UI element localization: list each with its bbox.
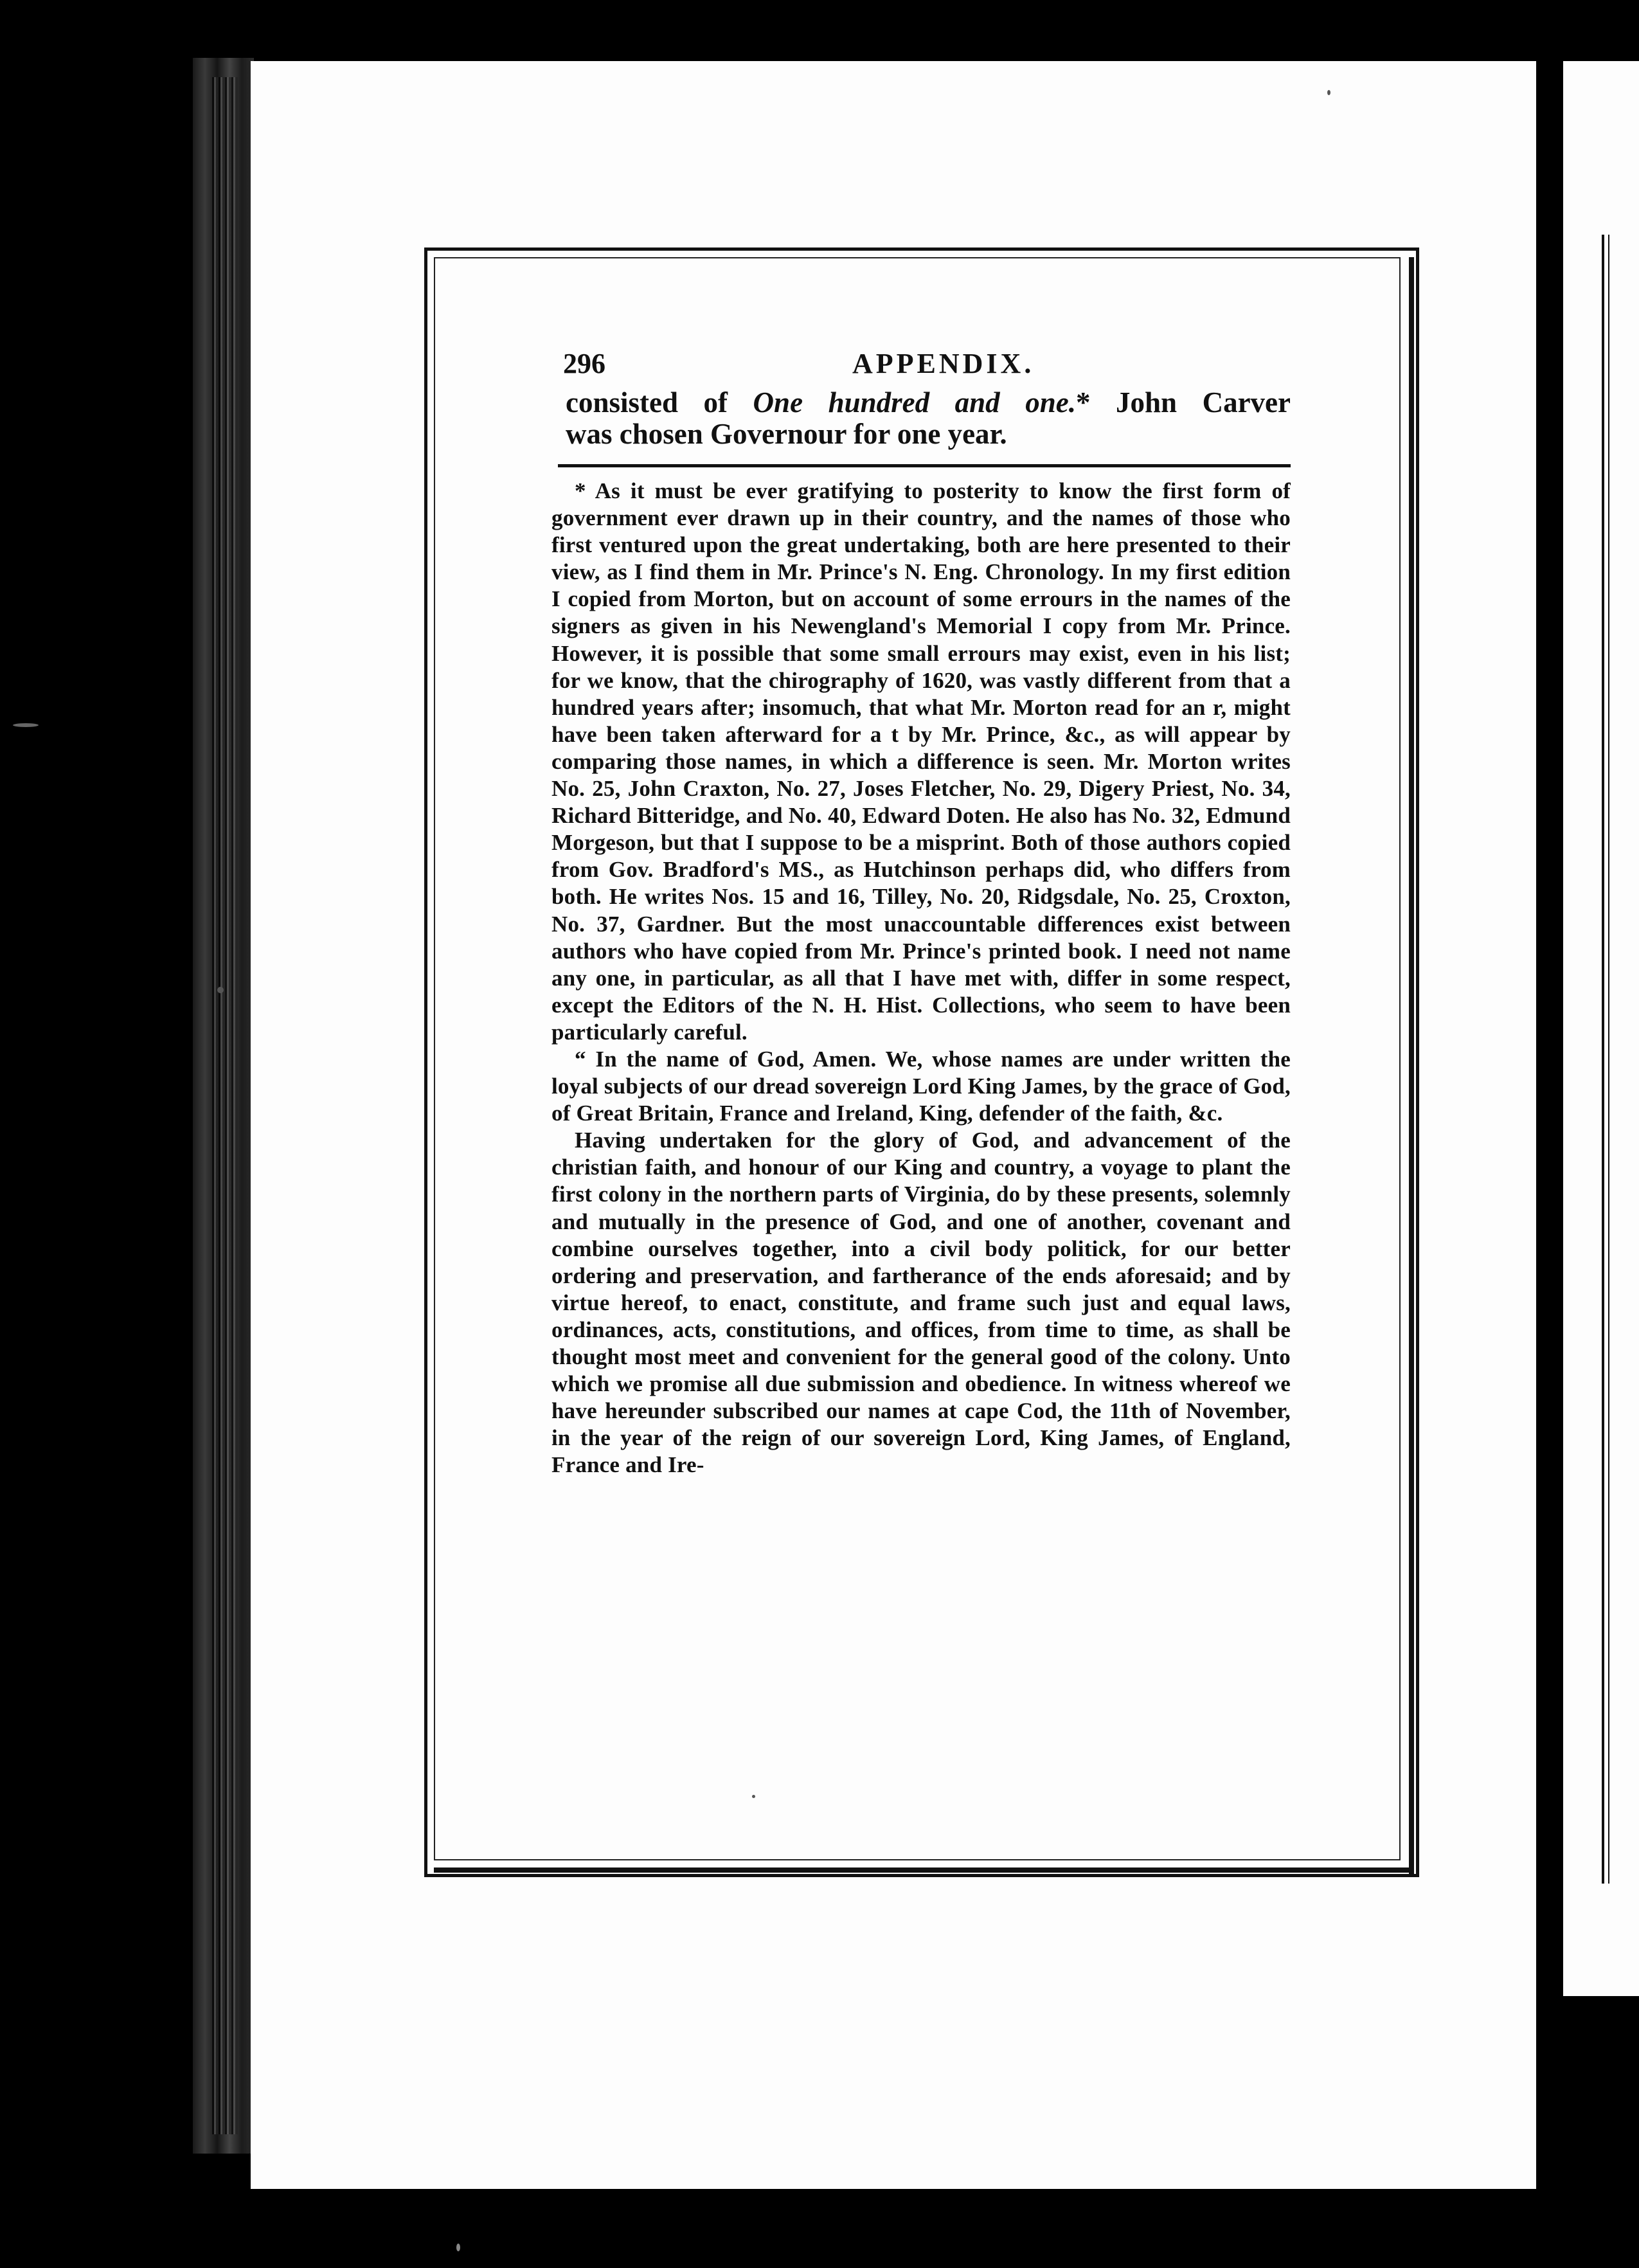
scan-artifact xyxy=(13,723,39,727)
main-text-segment: * John Carver xyxy=(1075,386,1291,419)
main-text-italic: One hundred and one. xyxy=(753,386,1076,419)
footnote-paragraph: * As it must be ever gratifying to posterity to know the first form of government ever drawn up in their country, and the names of those who first ventured upon the great undertaking, both are here presented to their view, as I find them in Mr. Prince's N. Eng. Chronology. In my first edition I copied from Morton, but on account of some errours in the names of the signers as given in his Newengland's Memorial I copy from Mr. Prince. However, it is possible that some small errours may exist, even in his list; for we know, that the chirography of 1620, was vastly different from that a hundred years after; insomuch, that what Mr. Morton read for an r, might have been taken afterward for a t by Mr. Prince, &c., as will appear by comparing those names, in which a difference is seen. Mr. Morton writes No. 25, John Craxton, No. 27, Joses Fletcher, No. 29, Digery Priest, No. 34, Richard Bitteridge, and No. 40, Edward Doten. He also has No. 32, Edmund Morgeson, but that I suppose to be a misprint. Both of those authors copied from Gov. Bradford's MS., as Hutchinson perhaps did, who differs from both. He writes Nos. 15 and 16, Tilley, No. 20, Ridgsdale, No. 25, Croxton, No. 37, Gardner. But the most unaccountable differences exist between authors who have copied from Mr. Prince's printed book. I need not name any one, in particular, as all that I have met with, differ in some respect, except the Editors of the N. H. Hist. Collections, who seem to have been particularly careful. xyxy=(551,478,1291,1045)
page-border-shadow-bottom xyxy=(434,1868,1414,1873)
main-text-line-2: was chosen Governour for one year. xyxy=(566,418,1007,450)
footnote xyxy=(551,478,1291,1479)
page-number: 296 xyxy=(563,348,605,379)
page-text xyxy=(551,347,1291,1479)
running-title: APPENDIX. xyxy=(852,348,1035,379)
spine-texture xyxy=(212,77,238,2134)
main-text-line-1 xyxy=(566,387,1291,419)
footnote-rule xyxy=(558,464,1291,467)
facing-page-edge xyxy=(1563,61,1639,1996)
scan-artifact xyxy=(1327,90,1330,95)
main-text-segment: consisted of xyxy=(566,386,753,419)
compact-paragraph: Having undertaken for the glory of God, and advancement of the christian faith, and honour of our King and country, a voyage to plant the first colony in the northern parts of Virginia, do by these presents, solemnly and mutually in the presence of God, and one of another, covenant and combine ourselves together, into a civil body politick, for our better ordering and preservation, and fartherance of the ends aforesaid; and by virtue hereof, to enact, constitute, and frame such just and equal laws, ordinances, acts, constitutions, and offices, from time to time, as shall be thought most meet and convenient for the general good of the colony. Unto which we promise all due submission and obedience. In witness whereof we have hereunder subscribed our names at cape Cod, the 11th of November, in the year of the reign of our sovereign Lord, King James, of England, France and Ire- xyxy=(551,1128,1291,1478)
scan-artifact xyxy=(217,987,224,993)
facing-page-border xyxy=(1602,235,1609,1884)
page-border-shadow-right xyxy=(1409,257,1414,1874)
scan-artifact xyxy=(456,2244,460,2251)
running-head xyxy=(551,347,1291,387)
compact-paragraph: “ In the name of God, Amen. We, whose names are under written the loyal subjects of our dread sovereign Lord King James, by the grace of God, of Great Britain, France and Ireland, King, defender of the faith, &c. xyxy=(551,1046,1291,1126)
scan-artifact xyxy=(752,1795,755,1798)
